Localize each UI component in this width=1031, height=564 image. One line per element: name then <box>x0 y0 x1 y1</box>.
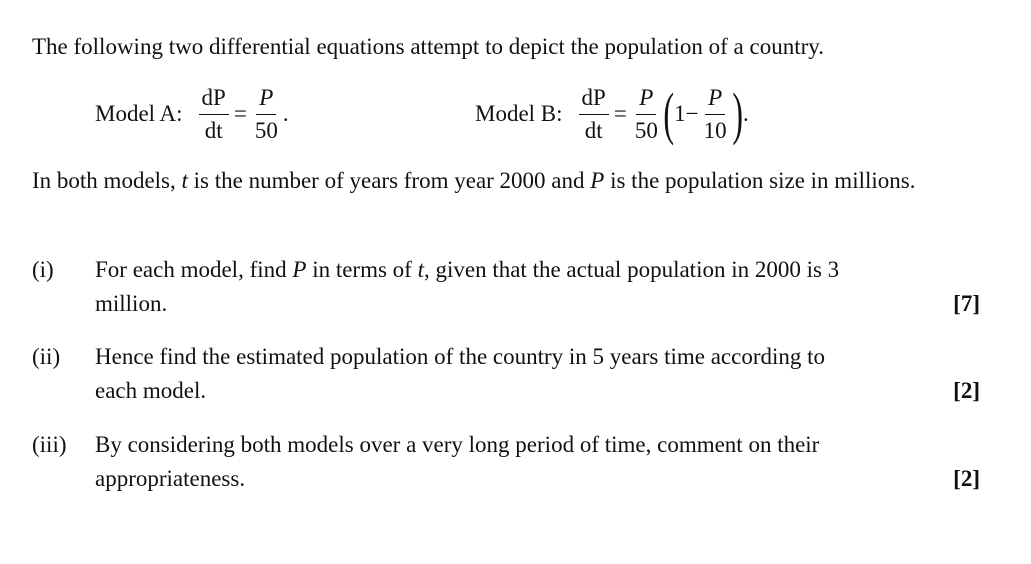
context-text <box>32 164 980 198</box>
question-i-var-t: t <box>417 257 424 282</box>
context-var-t: t <box>181 168 188 193</box>
question-i-line-2: million. <box>95 291 168 316</box>
marks-badge: [7] <box>953 291 980 316</box>
model-b-equals: = <box>613 101 627 126</box>
model-b-one: 1 <box>674 101 686 126</box>
question-line-1: Hence find the estimated population of the country in 5 years time according to <box>95 344 826 369</box>
model-a-rhs-numerator: P <box>256 84 276 115</box>
model-a-period: . <box>282 101 289 126</box>
model-a-equation <box>95 78 289 150</box>
context-part-1: In both models, <box>32 168 182 193</box>
model-a-label: Model A: <box>95 101 183 126</box>
marks-badge: [2] <box>953 378 980 403</box>
question-line-1: By considering both models over a very long period of time, comment on their <box>95 432 820 457</box>
question-line-1 <box>95 253 980 287</box>
model-b-rhs-numerator: P <box>636 84 656 115</box>
question-text <box>95 428 980 496</box>
question-i-var-p: P <box>292 257 307 282</box>
model-b-label: Model B: <box>475 101 563 126</box>
model-b-inner-numerator: P <box>705 84 725 115</box>
question-text <box>95 340 980 408</box>
model-b-inner-denominator: 10 <box>703 117 727 143</box>
context-var-p: P <box>590 168 605 193</box>
model-b-minus: − <box>685 101 699 126</box>
model-b-derivative-denominator: dt <box>584 117 603 143</box>
model-b-derivative <box>579 84 609 145</box>
model-b-rhs-denominator: 50 <box>634 117 658 143</box>
model-a-derivative-numerator: dP <box>199 84 229 115</box>
question-i-text-b: in terms of <box>306 257 418 282</box>
question-number: (iii) <box>32 432 67 457</box>
model-a-equals: = <box>233 101 247 126</box>
model-a-derivative <box>199 84 229 145</box>
model-a-rhs-fraction <box>252 84 281 145</box>
question-number: (i) <box>32 257 54 282</box>
question-ii-line-2: each model. <box>95 378 207 403</box>
question-line-2 <box>95 287 980 321</box>
marks-badge: [2] <box>953 466 980 491</box>
model-b-derivative-numerator: dP <box>579 84 609 115</box>
right-parenthesis: ) <box>731 81 743 146</box>
models-row <box>0 78 1031 150</box>
model-b-equation <box>475 78 749 150</box>
intro-text: The following two differential equations attempt to depict the population of a country. <box>32 34 825 59</box>
model-a-rhs-denominator: 50 <box>254 117 278 143</box>
question-line-2 <box>95 462 980 496</box>
context-part-3: is the population size in millions. <box>604 168 916 193</box>
model-b-rhs-fraction <box>632 84 661 145</box>
model-a-derivative-denominator: dt <box>204 117 223 143</box>
question-i-text-c: , given that the actual population in 2000 is 3 <box>423 257 840 282</box>
context-part-2: is the number of years from year 2000 and <box>187 168 591 193</box>
question-text <box>95 253 980 321</box>
question-i-text-a: For each model, find <box>95 257 293 282</box>
question-iii-line-2: appropriateness. <box>95 466 246 491</box>
model-b-inner-fraction <box>701 84 730 145</box>
question-line-2 <box>95 374 980 408</box>
left-parenthesis: ( <box>663 81 674 146</box>
model-b-period: . <box>742 101 749 126</box>
question-number: (ii) <box>32 344 61 369</box>
